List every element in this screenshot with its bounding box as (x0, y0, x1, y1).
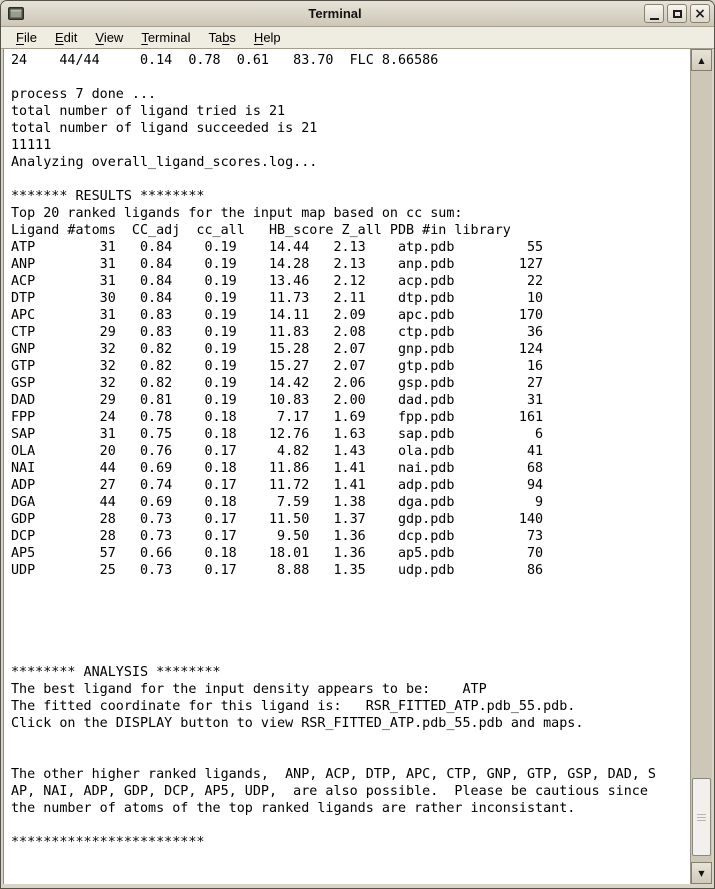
terminal-line: 24 44/44 0.14 0.78 0.61 83.70 FLC 8.66586 (11, 53, 439, 68)
terminal-line (11, 596, 690, 613)
window-controls (644, 4, 710, 23)
terminal-line: APC 31 0.83 0.19 14.11 2.09 apc.pdb 170 (11, 308, 544, 323)
terminal-content (3, 49, 712, 884)
terminal-line (11, 69, 690, 86)
menu-item-terminal[interactable]: Terminal (141, 30, 191, 45)
titlebar (1, 1, 714, 27)
terminal-line: DGA 44 0.69 0.18 7.59 1.38 dga.pdb 9 (11, 495, 544, 510)
terminal-line (11, 647, 690, 664)
menubar (1, 27, 714, 49)
terminal-line (11, 579, 690, 596)
terminal-line (11, 613, 690, 630)
scroll-up-button[interactable] (691, 49, 712, 71)
window-title: Terminal (308, 6, 362, 21)
minimize-icon (650, 18, 659, 20)
terminal-line (11, 171, 690, 188)
terminal-line: process 7 done ... (11, 87, 157, 102)
menu-item-tabs[interactable]: Tabs (208, 30, 236, 45)
scrollbar-thumb[interactable] (692, 778, 711, 856)
terminal-line: UDP 25 0.73 0.17 8.88 1.35 udp.pdb 86 (11, 563, 544, 578)
terminal-line: AP5 57 0.66 0.18 18.01 1.36 ap5.pdb 70 (11, 546, 544, 561)
scrollbar-track[interactable] (690, 49, 712, 884)
terminal-line: AP, NAI, ADP, GDP, DCP, AP5, UDP, are also possible. Please be cautious since (11, 784, 648, 799)
scrollbar-grip-icon (697, 814, 706, 815)
terminal-line: ******* RESULTS ******** (11, 189, 205, 204)
terminal-line: The other higher ranked ligands, ANP, ACP, DTP, APC, CTP, GNP, GTP, GSP, DAD, S (11, 767, 656, 782)
terminal-line: GNP 32 0.82 0.19 15.28 2.07 gnp.pdb 124 (11, 342, 544, 357)
terminal-line: DCP 28 0.73 0.17 9.50 1.36 dcp.pdb 73 (11, 529, 544, 544)
terminal-line: 11111 (11, 138, 52, 153)
terminal-line: ACP 31 0.84 0.19 13.46 2.12 acp.pdb 22 (11, 274, 544, 289)
close-button[interactable] (690, 4, 710, 23)
close-icon: × (694, 5, 706, 22)
terminal-line: NAI 44 0.69 0.18 11.86 1.41 nai.pdb 68 (11, 461, 544, 476)
terminal-line (11, 630, 690, 647)
terminal-line: Analyzing overall_ligand_scores.log... (11, 155, 318, 170)
terminal-line: FPP 24 0.78 0.18 7.17 1.69 fpp.pdb 161 (11, 410, 544, 425)
terminal-line: total number of ligand succeeded is 21 (11, 121, 318, 136)
terminal-line: ANP 31 0.84 0.19 14.28 2.13 anp.pdb 127 (11, 257, 544, 272)
scroll-down-button[interactable] (691, 862, 712, 884)
scrollbar-grip-icon (697, 817, 706, 818)
terminal-line: total number of ligand tried is 21 (11, 104, 286, 119)
arrow-down-icon: ▼ (698, 868, 705, 878)
menu-item-view[interactable]: View (95, 30, 124, 45)
terminal-line: DAD 29 0.81 0.19 10.83 2.00 dad.pdb 31 (11, 393, 544, 408)
menu-item-edit[interactable]: Edit (54, 30, 78, 45)
maximize-icon (673, 10, 682, 18)
arrow-up-icon: ▲ (698, 55, 705, 65)
terminal-screen[interactable] (4, 49, 690, 884)
minimize-button[interactable] (644, 4, 664, 23)
terminal-line: the number of atoms of the top ranked ligands are rather inconsistant. (11, 801, 576, 816)
terminal-app-icon (7, 6, 26, 22)
terminal-line (11, 732, 690, 749)
terminal-line: ************************ (11, 835, 205, 850)
terminal-line: ATP 31 0.84 0.19 14.44 2.13 atp.pdb 55 (11, 240, 544, 255)
terminal-line (11, 817, 690, 834)
terminal-line: Click on the DISPLAY button to view RSR_FITTED_ATP.pdb_55.pdb and maps. (11, 716, 584, 731)
terminal-line: OLA 20 0.76 0.17 4.82 1.43 ola.pdb 41 (11, 444, 544, 459)
terminal-line: GSP 32 0.82 0.19 14.42 2.06 gsp.pdb 27 (11, 376, 544, 391)
maximize-button[interactable] (667, 4, 687, 23)
terminal-line: ADP 27 0.74 0.17 11.72 1.41 adp.pdb 94 (11, 478, 544, 493)
menu-item-help[interactable]: Help (253, 30, 281, 45)
terminal-line: SAP 31 0.75 0.18 12.76 1.63 sap.pdb 6 (11, 427, 544, 442)
menu-item-file[interactable]: File (16, 30, 37, 45)
terminal-line: Ligand #atoms CC_adj cc_all HB_score Z_all PDB #in library (11, 223, 511, 238)
terminal-line: GDP 28 0.73 0.17 11.50 1.37 gdp.pdb 140 (11, 512, 544, 527)
scrollbar-grip-icon (697, 820, 706, 821)
terminal-line: GTP 32 0.82 0.19 15.27 2.07 gtp.pdb 16 (11, 359, 544, 374)
terminal-line: The fitted coordinate for this ligand is: RSR_FITTED_ATP.pdb_55.pdb. (11, 699, 576, 714)
terminal-line: DTP 30 0.84 0.19 11.73 2.11 dtp.pdb 10 (11, 291, 544, 306)
terminal-line: The best ligand for the input density appears to be: ATP (11, 682, 487, 697)
terminal-line (11, 749, 690, 766)
terminal-line: Top 20 ranked ligands for the input map based on cc sum: (11, 206, 463, 221)
terminal-line: ******** ANALYSIS ******** (11, 665, 221, 680)
terminal-line: CTP 29 0.83 0.19 11.83 2.08 ctp.pdb 36 (11, 325, 544, 340)
